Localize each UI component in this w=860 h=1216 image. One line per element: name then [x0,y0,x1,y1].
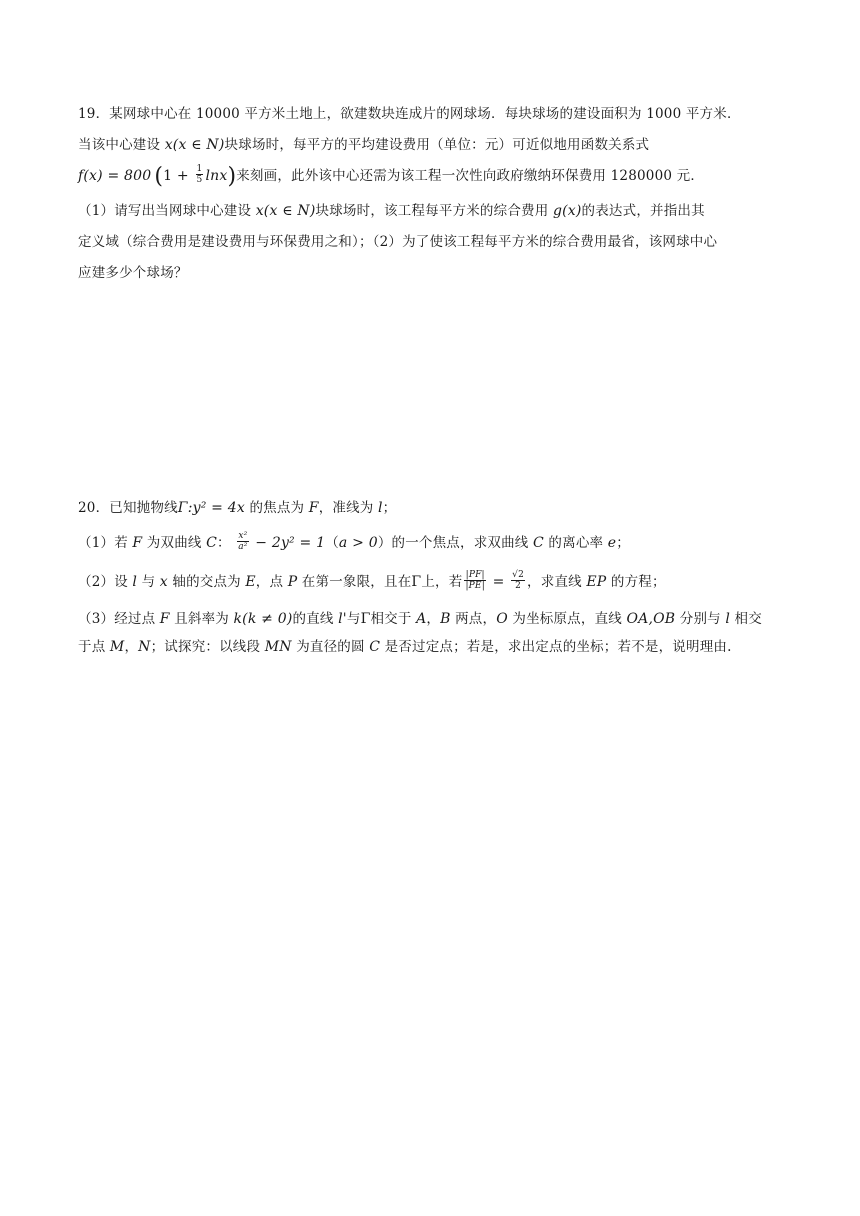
q20-text: ）的一个焦点，求双曲线 [377,535,534,551]
math-symbol: e [607,535,617,551]
q20-text: ： [217,535,236,551]
math-symbol: E [245,574,256,590]
math-symbol: F [159,611,170,627]
fraction [237,531,248,552]
q19-text: （1）请写出当网球中心建设 [78,203,256,219]
q19-line-1 [78,104,788,124]
q20-text: 轴的交点为 [167,574,246,590]
q20-text: 20．已知抛物线 [78,500,178,516]
q20-text: ；试探究：以线段 [150,639,265,655]
fraction [196,164,204,185]
q20-text: 于点 [78,639,110,655]
math-symbol: Γ [411,574,422,590]
math-symbol: x [159,574,168,590]
q20-line-2 [78,533,788,554]
q20-text: （ [325,535,339,551]
math-symbol: C [206,535,218,551]
q20-text: ，求直线 [527,574,587,590]
q20-text: ， [124,639,139,655]
left-paren: ( [154,164,164,189]
q20-text: 的直线 [292,611,339,627]
q20-text: 为双曲线 [142,535,207,551]
q20-line-3 [78,572,788,593]
fraction [464,570,486,591]
q20-text: （1）若 [78,535,133,551]
math-symbol: l [132,574,138,590]
math-expression: x(x ∈ N) [255,203,316,219]
q19-line-6 [78,263,788,283]
fraction-denominator: a² [238,542,248,552]
math-expression: Γ:y² = 4x [177,500,245,516]
q20-text: 的离心率 [543,535,608,551]
fraction-numerator: x² [238,531,248,541]
q19-line-2 [78,135,788,155]
math-expression: x(x ∈ N) [164,137,225,153]
fraction-denominator: |PE| [465,581,485,591]
q19-text: 定义域（综合费用是建设费用与环保费用之和）；（2）为了使该工程每平方米的综合费用最省，该网球中心 [78,234,718,250]
math-symbol: M [109,639,125,655]
q19-text: 块球场时，该工程每平方米的综合费用 [315,203,553,219]
q20-text: （3）经过点 [78,611,160,627]
q20-text: ，准线为 [318,500,378,516]
q20-text: 与 [346,611,361,627]
math-symbol: C [369,639,381,655]
fraction-numerator: |PF| [465,570,485,580]
q20-text: 的焦点为 [244,500,309,516]
math-symbol: O [496,611,508,627]
q19-line-4 [78,201,788,221]
q19-text: 应建多少个球场？ [78,265,188,281]
math-symbol: F [308,500,319,516]
math-expression: − 2y² = 1 [250,535,326,551]
q19-line-5 [78,232,788,252]
math-symbol: Γ [360,611,371,627]
q20-text: 为直径的圆 [291,639,370,655]
math-symbol: F [132,535,143,551]
q19-text: 块球场时，每平方的平均建设费用（单位：元）可近似地用函数关系式 [224,137,650,153]
math-expression: 1 + [163,168,194,184]
q20-line-1 [78,498,788,518]
q19-text: 当该中心建设 [78,137,165,153]
q20-line-4 [78,609,788,629]
q19-text: 来刻画，此外该中心还需为该工程一次性向政府缴纳环保费用 1280000 元． [236,168,705,184]
q20-text: 分别与 [675,611,726,627]
q20-text: ； [616,535,630,551]
fraction [511,570,525,591]
math-symbol: N [138,639,151,655]
math-symbol: B [440,611,451,627]
q20-text: 相交 [730,611,762,627]
q19-text: 的表达式，并指出其 [581,203,705,219]
q20-text: 两点， [450,611,497,627]
right-paren: ) [227,164,237,189]
fraction-denominator: 5 [196,175,203,185]
math-expression: a > 0 [338,535,378,551]
math-expression: lnx [205,168,228,184]
fraction-numerator: √2 [512,570,525,580]
q20-text: ， [426,611,441,627]
q20-text: ，点 [255,574,288,590]
math-function: f(x) = 800 [78,168,152,184]
q20-text: 与 [137,574,160,590]
q20-text: （2）设 [78,574,133,590]
math-symbol: P [287,574,298,590]
q19-text: 19．某网球中心在 10000 平方米土地上，欲建数块连成片的网球场．每块球场的建设面积为 1000 平方米． [78,106,741,122]
math-symbol: EP [586,574,607,590]
q20-text: 在第一象限，且在 [297,574,412,590]
math-expression: k(k ≠ 0) [233,611,293,627]
q20-text: 相交于 [370,611,417,627]
fraction-denominator: 2 [515,581,522,591]
math-symbol: l [725,611,731,627]
math-symbol: l' [338,611,347,627]
q19-line-3 [78,166,788,187]
q20-text: 是否过定点；若是，求出定点的坐标；若不是，说明理由. [380,639,732,655]
math-symbol: l [377,500,383,516]
math-symbol: C [533,535,544,551]
q20-line-5 [78,637,788,657]
math-symbol: A [416,611,427,627]
q20-text: ； [382,500,397,516]
q20-text: 且斜率为 [169,611,234,627]
q20-text: 为坐标原点，直线 [507,611,627,627]
math-expression: OA,OB [626,611,676,627]
q20-text: 的方程； [606,574,666,590]
q20-text: 上，若 [421,574,463,590]
math-symbol: MN [264,639,292,655]
fraction-numerator: 1 [196,164,203,174]
math-function: g(x) [552,203,582,219]
math-expression: = [487,574,510,590]
